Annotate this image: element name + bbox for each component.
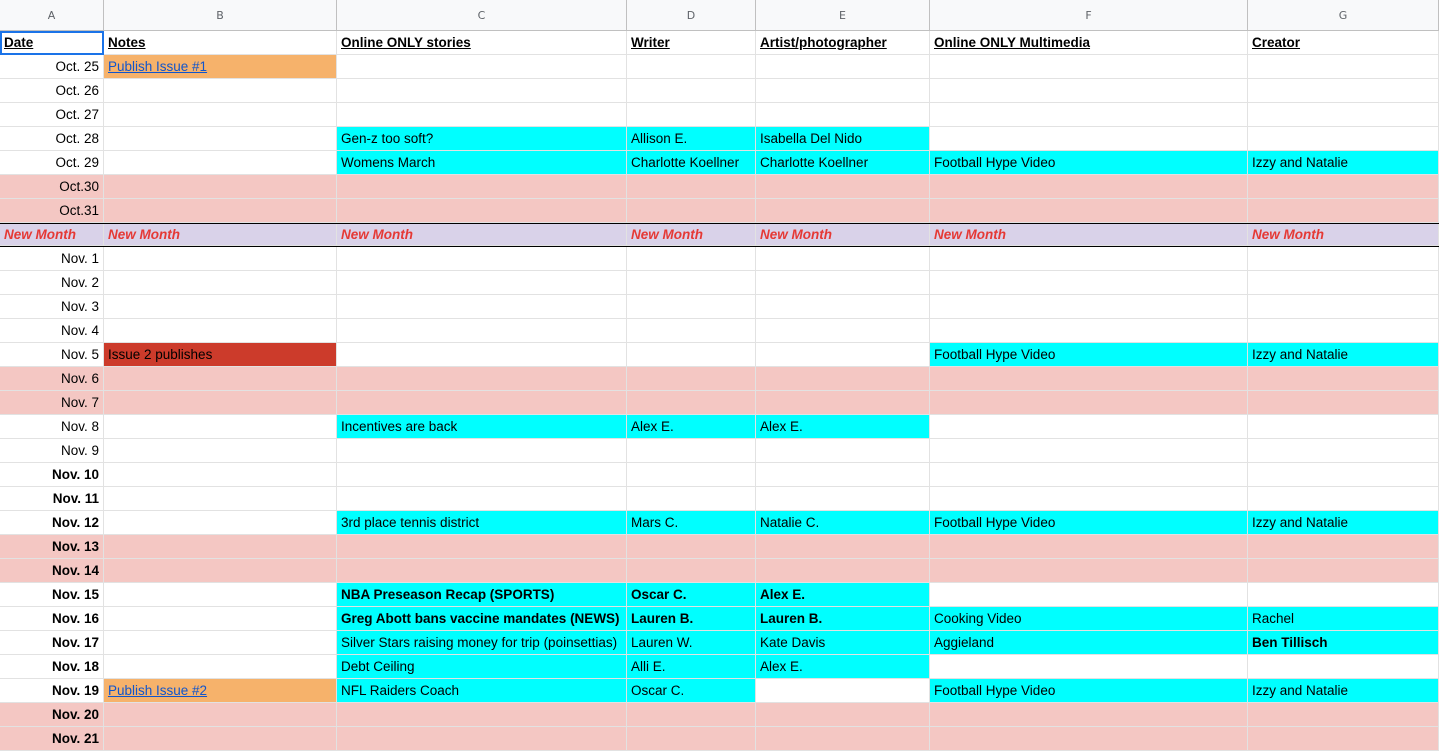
table-row — [0, 487, 1439, 511]
cell-artist[interactable]: Charlotte Koellner — [756, 151, 930, 175]
cell-story[interactable] — [337, 367, 627, 391]
table-row — [0, 247, 1439, 271]
cell-multimedia[interactable]: New Month — [930, 224, 1248, 246]
cell-date[interactable]: Oct. 26 — [0, 79, 104, 103]
table-row — [0, 511, 1439, 535]
cell-date[interactable]: Nov. 6 — [0, 367, 104, 391]
cell-notes[interactable] — [104, 487, 337, 511]
cell-creator[interactable] — [1248, 535, 1439, 559]
cell-artist[interactable] — [756, 559, 930, 583]
cell-date[interactable]: Nov. 18 — [0, 655, 104, 679]
cell-creator[interactable] — [1248, 703, 1439, 727]
cell-writer[interactable] — [627, 559, 756, 583]
cell-artist[interactable] — [756, 271, 930, 295]
table-row — [0, 607, 1439, 631]
cell-writer[interactable]: Lauren W. — [627, 631, 756, 655]
column-header-b[interactable]: B — [104, 0, 337, 30]
header-date[interactable]: Date — [0, 31, 104, 55]
cell-creator[interactable]: Rachel — [1248, 607, 1439, 631]
cell-notes[interactable] — [104, 391, 337, 415]
cell-multimedia[interactable] — [930, 439, 1248, 463]
cell-story[interactable]: Incentives are back — [337, 415, 627, 439]
cell-multimedia[interactable] — [930, 703, 1248, 727]
cell-writer[interactable] — [627, 439, 756, 463]
cell-writer[interactable] — [627, 55, 756, 79]
cell-multimedia[interactable] — [930, 367, 1248, 391]
cell-multimedia[interactable] — [930, 727, 1248, 751]
cell-date[interactable]: Oct. 27 — [0, 103, 104, 127]
table-row — [0, 367, 1439, 391]
cell-date[interactable]: Nov. 1 — [0, 247, 104, 271]
cell-writer[interactable] — [627, 463, 756, 487]
cell-artist[interactable] — [756, 79, 930, 103]
cell-date[interactable]: Nov. 14 — [0, 559, 104, 583]
cell-writer[interactable] — [627, 175, 756, 199]
cell-multimedia[interactable] — [930, 391, 1248, 415]
cell-notes[interactable]: New Month — [104, 224, 337, 246]
table-row — [0, 727, 1439, 751]
cell-creator[interactable] — [1248, 55, 1439, 79]
cell-multimedia[interactable] — [930, 535, 1248, 559]
cell-multimedia[interactable]: Cooking Video — [930, 607, 1248, 631]
cell-date[interactable]: Nov. 17 — [0, 631, 104, 655]
cell-writer[interactable] — [627, 319, 756, 343]
cell-multimedia[interactable] — [930, 175, 1248, 199]
cell-date[interactable]: Oct. 29 — [0, 151, 104, 175]
cell-writer[interactable]: Allison E. — [627, 127, 756, 151]
cell-writer[interactable]: Alex E. — [627, 415, 756, 439]
cell-notes[interactable] — [104, 727, 337, 751]
cell-artist[interactable] — [756, 463, 930, 487]
cell-artist[interactable] — [756, 247, 930, 271]
table-row — [0, 175, 1439, 199]
cell-creator[interactable] — [1248, 391, 1439, 415]
table-row — [0, 679, 1439, 703]
column-header-e[interactable]: E — [756, 0, 930, 30]
cell-writer[interactable] — [627, 343, 756, 367]
cell-artist[interactable] — [756, 295, 930, 319]
column-header-c[interactable]: C — [337, 0, 627, 30]
cell-artist[interactable]: Kate Davis — [756, 631, 930, 655]
cell-notes[interactable] — [104, 319, 337, 343]
cell-notes[interactable] — [104, 703, 337, 727]
cell-multimedia[interactable] — [930, 463, 1248, 487]
cell-writer[interactable] — [627, 247, 756, 271]
cell-date[interactable]: Nov. 10 — [0, 463, 104, 487]
cell-writer[interactable] — [627, 79, 756, 103]
cell-story[interactable]: Womens March — [337, 151, 627, 175]
cell-date[interactable]: Nov. 21 — [0, 727, 104, 751]
cell-artist[interactable] — [756, 55, 930, 79]
cell-multimedia[interactable] — [930, 583, 1248, 607]
cell-notes[interactable] — [104, 439, 337, 463]
cell-artist[interactable]: Alex E. — [756, 655, 930, 679]
cell-creator[interactable]: Ben Tillisch — [1248, 631, 1439, 655]
cell-multimedia[interactable]: Football Hype Video — [930, 679, 1248, 703]
cell-multimedia[interactable] — [930, 55, 1248, 79]
table-row — [0, 391, 1439, 415]
cell-creator[interactable] — [1248, 367, 1439, 391]
cell-story[interactable] — [337, 487, 627, 511]
cell-notes[interactable] — [104, 631, 337, 655]
cell-writer[interactable]: Oscar C. — [627, 583, 756, 607]
cell-notes[interactable] — [104, 415, 337, 439]
cell-story[interactable]: Gen-z too soft? — [337, 127, 627, 151]
cell-creator[interactable] — [1248, 271, 1439, 295]
cell-multimedia[interactable]: Aggieland — [930, 631, 1248, 655]
header-writer[interactable]: Writer — [627, 31, 756, 55]
cell-date[interactable]: Nov. 3 — [0, 295, 104, 319]
cell-notes[interactable] — [104, 127, 337, 151]
cell-story[interactable] — [337, 727, 627, 751]
table-row — [0, 631, 1439, 655]
cell-story[interactable] — [337, 247, 627, 271]
cell-notes[interactable] — [104, 55, 337, 79]
cell-date[interactable]: New Month — [0, 224, 104, 246]
cell-writer[interactable] — [627, 199, 756, 223]
cell-date[interactable]: Nov. 20 — [0, 703, 104, 727]
cell-creator[interactable] — [1248, 727, 1439, 751]
cell-notes[interactable] — [104, 175, 337, 199]
cell-writer[interactable]: Charlotte Koellner — [627, 151, 756, 175]
cell-story[interactable]: Silver Stars raising money for trip (poinsettias) — [337, 631, 627, 655]
table-row — [0, 127, 1439, 151]
cell-artist[interactable] — [756, 367, 930, 391]
cell-story[interactable] — [337, 535, 627, 559]
table-row — [0, 103, 1439, 127]
cell-artist[interactable]: New Month — [756, 224, 930, 246]
cell-date[interactable]: Nov. 16 — [0, 607, 104, 631]
cell-date[interactable]: Nov. 15 — [0, 583, 104, 607]
cell-story[interactable] — [337, 295, 627, 319]
header-multimedia[interactable]: Online ONLY Multimedia — [930, 31, 1248, 55]
issue-link[interactable]: Publish Issue #2 — [108, 682, 208, 698]
table-row — [0, 583, 1439, 607]
cell-multimedia[interactable] — [930, 127, 1248, 151]
table-row — [0, 199, 1439, 223]
cell-notes[interactable] — [104, 463, 337, 487]
cell-artist[interactable]: Alex E. — [756, 583, 930, 607]
cell-multimedia[interactable] — [930, 271, 1248, 295]
cell-notes[interactable] — [104, 103, 337, 127]
cell-date[interactable]: Oct.30 — [0, 175, 104, 199]
cell-artist[interactable] — [756, 391, 930, 415]
cell-story[interactable] — [337, 79, 627, 103]
cell-notes[interactable] — [104, 79, 337, 103]
cell-date[interactable]: Nov. 8 — [0, 415, 104, 439]
cell-artist[interactable] — [756, 319, 930, 343]
cell-artist[interactable] — [756, 103, 930, 127]
cell-writer[interactable]: Mars C. — [627, 511, 756, 535]
table-row — [0, 463, 1439, 487]
table-row — [0, 223, 1439, 247]
cell-multimedia[interactable]: Football Hype Video — [930, 343, 1248, 367]
cell-story[interactable] — [337, 343, 627, 367]
table-row — [0, 55, 1439, 79]
cell-notes[interactable] — [104, 271, 337, 295]
table-row — [0, 439, 1439, 463]
header-row — [0, 31, 1439, 55]
cell-notes[interactable] — [104, 583, 337, 607]
cell-story[interactable] — [337, 103, 627, 127]
table-row — [0, 79, 1439, 103]
table-row — [0, 655, 1439, 679]
cell-writer[interactable] — [627, 727, 756, 751]
cell-writer[interactable] — [627, 271, 756, 295]
cell-artist[interactable] — [756, 343, 930, 367]
cell-creator[interactable]: Izzy and Natalie — [1248, 679, 1439, 703]
cell-notes[interactable] — [104, 559, 337, 583]
cell-creator[interactable] — [1248, 247, 1439, 271]
cell-multimedia[interactable] — [930, 295, 1248, 319]
cell-creator[interactable] — [1248, 103, 1439, 127]
cell-date[interactable]: Nov. 2 — [0, 271, 104, 295]
cell-artist[interactable] — [756, 679, 930, 703]
header-creator[interactable]: Creator — [1248, 31, 1439, 55]
cell-notes[interactable] — [104, 199, 337, 223]
cell-date[interactable]: Oct. 25 — [0, 55, 104, 79]
cell-artist[interactable]: Isabella Del Nido — [756, 127, 930, 151]
cell-story[interactable] — [337, 463, 627, 487]
cell-multimedia[interactable] — [930, 319, 1248, 343]
column-headers — [0, 0, 1439, 31]
cell-writer[interactable]: Lauren B. — [627, 607, 756, 631]
cell-story[interactable]: NFL Raiders Coach — [337, 679, 627, 703]
cell-creator[interactable] — [1248, 463, 1439, 487]
cell-date[interactable]: Nov. 11 — [0, 487, 104, 511]
cell-creator[interactable]: New Month — [1248, 224, 1439, 246]
cell-creator[interactable] — [1248, 127, 1439, 151]
cell-creator[interactable]: Izzy and Natalie — [1248, 151, 1439, 175]
cell-creator[interactable] — [1248, 655, 1439, 679]
cell-writer[interactable]: Alli E. — [627, 655, 756, 679]
cell-story[interactable] — [337, 439, 627, 463]
cell-notes[interactable]: Issue 2 publishes — [104, 343, 337, 367]
cell-artist[interactable] — [756, 703, 930, 727]
cell-notes[interactable] — [104, 247, 337, 271]
cell-creator[interactable] — [1248, 199, 1439, 223]
cell-multimedia[interactable] — [930, 655, 1248, 679]
cell-creator[interactable] — [1248, 295, 1439, 319]
cell-artist[interactable]: Natalie C. — [756, 511, 930, 535]
cell-creator[interactable] — [1248, 415, 1439, 439]
cell-story[interactable] — [337, 199, 627, 223]
cell-writer[interactable]: New Month — [627, 224, 756, 246]
cell-artist[interactable] — [756, 535, 930, 559]
cell-creator[interactable] — [1248, 79, 1439, 103]
cell-story[interactable]: Greg Abott bans vaccine mandates (NEWS) — [337, 607, 627, 631]
cell-artist[interactable] — [756, 727, 930, 751]
cell-multimedia[interactable]: Football Hype Video — [930, 511, 1248, 535]
cell-story[interactable]: 3rd place tennis district — [337, 511, 627, 535]
table-row — [0, 559, 1439, 583]
cell-story[interactable]: Debt Ceiling — [337, 655, 627, 679]
cell-writer[interactable] — [627, 295, 756, 319]
cell-multimedia[interactable] — [930, 79, 1248, 103]
cell-notes[interactable] — [104, 295, 337, 319]
cell-notes[interactable] — [104, 607, 337, 631]
cell-creator[interactable]: Izzy and Natalie — [1248, 343, 1439, 367]
cell-date[interactable]: Nov. 13 — [0, 535, 104, 559]
cell-story[interactable] — [337, 559, 627, 583]
table-row — [0, 703, 1439, 727]
cell-artist[interactable] — [756, 199, 930, 223]
cell-notes[interactable] — [104, 655, 337, 679]
cell-artist[interactable] — [756, 439, 930, 463]
table-row — [0, 535, 1439, 559]
cell-date[interactable]: Nov. 4 — [0, 319, 104, 343]
cell-writer[interactable] — [627, 103, 756, 127]
cell-writer[interactable] — [627, 391, 756, 415]
issue-link[interactable]: Publish Issue #1 — [108, 58, 208, 74]
cell-writer[interactable]: Oscar C. — [627, 679, 756, 703]
cell-notes[interactable] — [104, 679, 337, 703]
cell-creator[interactable] — [1248, 583, 1439, 607]
cell-multimedia[interactable] — [930, 559, 1248, 583]
cell-multimedia[interactable] — [930, 247, 1248, 271]
cell-writer[interactable] — [627, 703, 756, 727]
cell-creator[interactable]: Izzy and Natalie — [1248, 511, 1439, 535]
cell-multimedia[interactable] — [930, 199, 1248, 223]
table-row — [0, 151, 1439, 175]
cell-date[interactable]: Oct.31 — [0, 199, 104, 223]
cell-creator[interactable] — [1248, 319, 1439, 343]
cell-story[interactable] — [337, 175, 627, 199]
header-online-stories[interactable]: Online ONLY stories — [337, 31, 627, 55]
column-header-g[interactable]: G — [1248, 0, 1439, 30]
cell-date[interactable]: Nov. 19 — [0, 679, 104, 703]
cell-date[interactable]: Oct. 28 — [0, 127, 104, 151]
cell-story[interactable] — [337, 703, 627, 727]
table-row — [0, 319, 1439, 343]
cell-notes[interactable] — [104, 367, 337, 391]
table-row — [0, 295, 1439, 319]
column-header-f[interactable]: F — [930, 0, 1248, 30]
cell-story[interactable] — [337, 319, 627, 343]
column-header-a[interactable]: A — [0, 0, 104, 30]
cell-story[interactable] — [337, 55, 627, 79]
cell-multimedia[interactable] — [930, 415, 1248, 439]
header-artist[interactable]: Artist/photographer — [756, 31, 930, 55]
data-rows — [0, 55, 1439, 751]
cell-date[interactable]: Nov. 12 — [0, 511, 104, 535]
cell-artist[interactable]: Alex E. — [756, 415, 930, 439]
cell-notes[interactable] — [104, 151, 337, 175]
cell-artist[interactable]: Lauren B. — [756, 607, 930, 631]
cell-notes[interactable] — [104, 511, 337, 535]
cell-story[interactable]: New Month — [337, 224, 627, 246]
cell-artist[interactable] — [756, 487, 930, 511]
cell-multimedia[interactable] — [930, 103, 1248, 127]
cell-creator[interactable] — [1248, 175, 1439, 199]
cell-story[interactable] — [337, 271, 627, 295]
table-row — [0, 271, 1439, 295]
cell-date[interactable]: Nov. 7 — [0, 391, 104, 415]
header-notes[interactable]: Notes — [104, 31, 337, 55]
cell-creator[interactable] — [1248, 487, 1439, 511]
cell-story[interactable] — [337, 391, 627, 415]
cell-writer[interactable] — [627, 487, 756, 511]
table-row — [0, 343, 1439, 367]
table-row — [0, 415, 1439, 439]
cell-writer[interactable] — [627, 535, 756, 559]
cell-multimedia[interactable] — [930, 487, 1248, 511]
cell-artist[interactable] — [756, 175, 930, 199]
cell-date[interactable]: Nov. 5 — [0, 343, 104, 367]
cell-notes[interactable] — [104, 535, 337, 559]
column-header-d[interactable]: D — [627, 0, 756, 30]
cell-story[interactable]: NBA Preseason Recap (SPORTS) — [337, 583, 627, 607]
cell-writer[interactable] — [627, 367, 756, 391]
cell-creator[interactable] — [1248, 559, 1439, 583]
cell-multimedia[interactable]: Football Hype Video — [930, 151, 1248, 175]
cell-creator[interactable] — [1248, 439, 1439, 463]
cell-date[interactable]: Nov. 9 — [0, 439, 104, 463]
